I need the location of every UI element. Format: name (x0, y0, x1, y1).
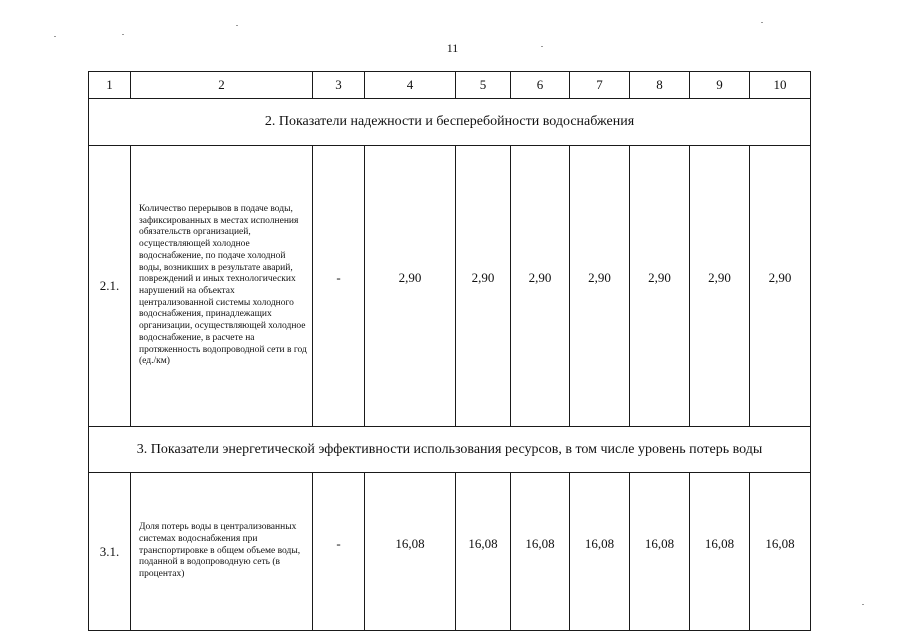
header-cell-2: 2 (131, 72, 313, 99)
header-cell-8: 8 (630, 72, 690, 99)
value-cell: 2,90 (630, 146, 690, 427)
value-cell: 16,08 (365, 473, 456, 631)
section-3-row (89, 427, 811, 473)
row-unit: - (313, 473, 365, 631)
header-cell-3: 3 (313, 72, 365, 99)
value-cell: 16,08 (750, 473, 811, 631)
indicators-table (88, 71, 811, 631)
scan-speck (541, 46, 543, 47)
header-cell-5: 5 (456, 72, 511, 99)
header-cell-6: 6 (511, 72, 570, 99)
header-cell-10: 10 (750, 72, 811, 99)
value-cell: 16,08 (690, 473, 750, 631)
value-cell: 16,08 (456, 473, 511, 631)
value-cell: 2,90 (570, 146, 630, 427)
row-description: Доля потерь воды в централизованных системах водоснабжения при транспортировке в общем объеме воды, поданной в водопроводную сеть (в процентах) (131, 473, 313, 631)
header-cell-7: 7 (570, 72, 630, 99)
value-cell: 16,08 (630, 473, 690, 631)
scan-speck (236, 25, 238, 26)
page-number: 11 (446, 41, 459, 55)
scan-speck (54, 36, 56, 37)
section-2-title: 2. Показатели надежности и бесперебойности водоснабжения (89, 99, 811, 146)
table-row (89, 146, 811, 427)
value-cell: 2,90 (456, 146, 511, 427)
row-number: 3.1. (89, 473, 131, 631)
row-description: Количество перерывов в подаче воды, зафиксированных в местах исполнения обязательств организацией, осуществляющей холодное водоснабжение, по подаче холодной воды, возникших в результате аварий, повреждений и иных технологических нарушений на объектах централизованной системы холодного водоснабжения, принадлежащих организации, осуществляющей холодное водоснабжение, в расчете на протяженность водопроводной сети в год (ед./км) (131, 146, 313, 427)
row-number: 2.1. (89, 146, 131, 427)
section-3-title: 3. Показатели энергетической эффективности использования ресурсов, в том числе уровень потерь воды (89, 427, 811, 473)
header-row (89, 72, 811, 99)
value-cell: 2,90 (750, 146, 811, 427)
value-cell: 16,08 (511, 473, 570, 631)
value-cell: 16,08 (570, 473, 630, 631)
scan-speck (862, 604, 864, 605)
scan-speck (122, 34, 124, 35)
value-cell: 2,90 (365, 146, 456, 427)
value-cell: 2,90 (511, 146, 570, 427)
table-row (89, 473, 811, 631)
header-cell-4: 4 (365, 72, 456, 99)
value-cell: 2,90 (690, 146, 750, 427)
header-cell-9: 9 (690, 72, 750, 99)
header-cell-1: 1 (89, 72, 131, 99)
section-2-row (89, 99, 811, 146)
scan-speck (761, 22, 763, 23)
row-unit: - (313, 146, 365, 427)
